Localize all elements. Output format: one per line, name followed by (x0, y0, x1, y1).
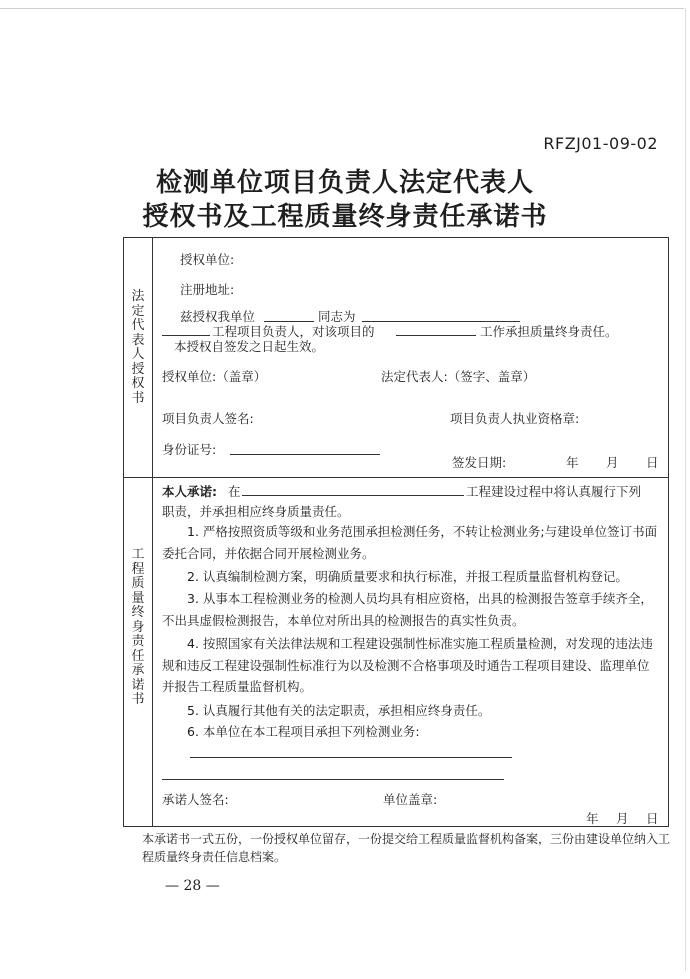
auth-address-label: 注册地址: (180, 282, 235, 297)
project-blank[interactable] (242, 495, 464, 496)
issue-date-month: 月 (606, 455, 619, 470)
auth-effective: 本授权自签发之日起生效。 (174, 339, 325, 354)
section-divider (123, 477, 669, 478)
commit-intro-rest: 工程建设过程中将认真履行下列 (466, 484, 642, 499)
signer-label: 承诺人签名: (162, 792, 229, 807)
id-number-blank[interactable] (230, 454, 380, 455)
auth-unit-seal: 授权单位:（盖章） (162, 369, 267, 384)
top-edge-line (0, 8, 684, 9)
commit-date-year: 年 (586, 811, 599, 826)
right-edge-line (685, 8, 686, 971)
auth-line-b1: 工程项目负责人，对该项目的 (212, 324, 375, 339)
footnote: 本承诺书一式五份，一份授权单位留存，一份提交给工程质量监督机构备案，三份由建设单位纳入工程质量终身责任信息档案。 (142, 832, 671, 864)
page-number: — 28 — (165, 878, 220, 894)
issue-date-label: 签发日期: (452, 455, 507, 470)
commit-item-4: 4. 按照国家有关法律法规和工程建设强制性标准实施工程质量检测，对发现的违法违规和违反工程建设强制性标准行为以及检测不合格事项及时通告工程项目建设、监理单位并报告工程质量监督机构。 (162, 636, 653, 694)
commitment-side-label: 工程质量终身责任承诺书 (131, 547, 145, 707)
commit-item-5: 5. 认真履行其他有关的法定职责，承担相应终身责任。 (187, 703, 491, 718)
auth-line-a1: 兹授权我单位 (180, 309, 256, 324)
commit-date-day: 日 (646, 811, 659, 826)
issue-date-year: 年 (566, 455, 579, 470)
commit-item-6: 6. 本单位在本工程项目承担下列检测业务: (187, 724, 420, 739)
commit-unit-seal: 单位盖章: (383, 792, 438, 807)
business-blank-2[interactable] (162, 779, 504, 780)
auth-line-a2: 同志为 (318, 309, 356, 324)
work-scope-blank[interactable] (396, 335, 476, 336)
title-line-1: 检测单位项目负责人法定代表人 (155, 168, 534, 198)
issue-date-day: 日 (646, 455, 659, 470)
commit-intro-at: 在 (228, 484, 241, 499)
auth-unit-label: 授权单位: (180, 252, 235, 267)
business-blank-1[interactable] (190, 757, 512, 758)
document-code: RFZJ01-09-02 (543, 134, 658, 153)
side-column-divider (152, 237, 153, 827)
id-number-label: 身份证号: (162, 442, 217, 457)
commit-intro-line2: 职责，并承担相应终身质量责任。 (162, 504, 350, 519)
auth-legal-rep: 法定代表人:（签字、盖章） (381, 369, 536, 384)
commit-item-3: 3. 从事本工程检测业务的检测人员均具有相应资格，出具的检测报告签章手续齐全，不出具虚假检测报告，本单位对所出具的检测报告的真实性负责。 (162, 591, 653, 628)
qualification-label: 项目负责人执业资格章: (450, 411, 580, 426)
commit-item-1: 1. 严格按照资质等级和业务范围承担检测任务，不转让检测业务;与建设单位签订书面委托合同，并依据合同开展检测业务。 (162, 524, 658, 561)
auth-line-b2: 工作承担质量终身责任。 (480, 324, 618, 339)
authorization-side-label: 法定代表人授权书 (131, 289, 145, 406)
commit-item-2: 2. 认真编制检测方案，明确质量要求和执行标准，并报工程质量监督机构登记。 (187, 569, 628, 584)
manager-sign-label: 项目负责人签名: (162, 411, 254, 426)
commit-intro-bold: 本人承诺: (162, 484, 217, 499)
commit-date-month: 月 (616, 811, 629, 826)
project-name-blank-cont[interactable] (162, 335, 210, 336)
title-line-2: 授权书及工程质量终身责任承诺书 (142, 202, 548, 232)
